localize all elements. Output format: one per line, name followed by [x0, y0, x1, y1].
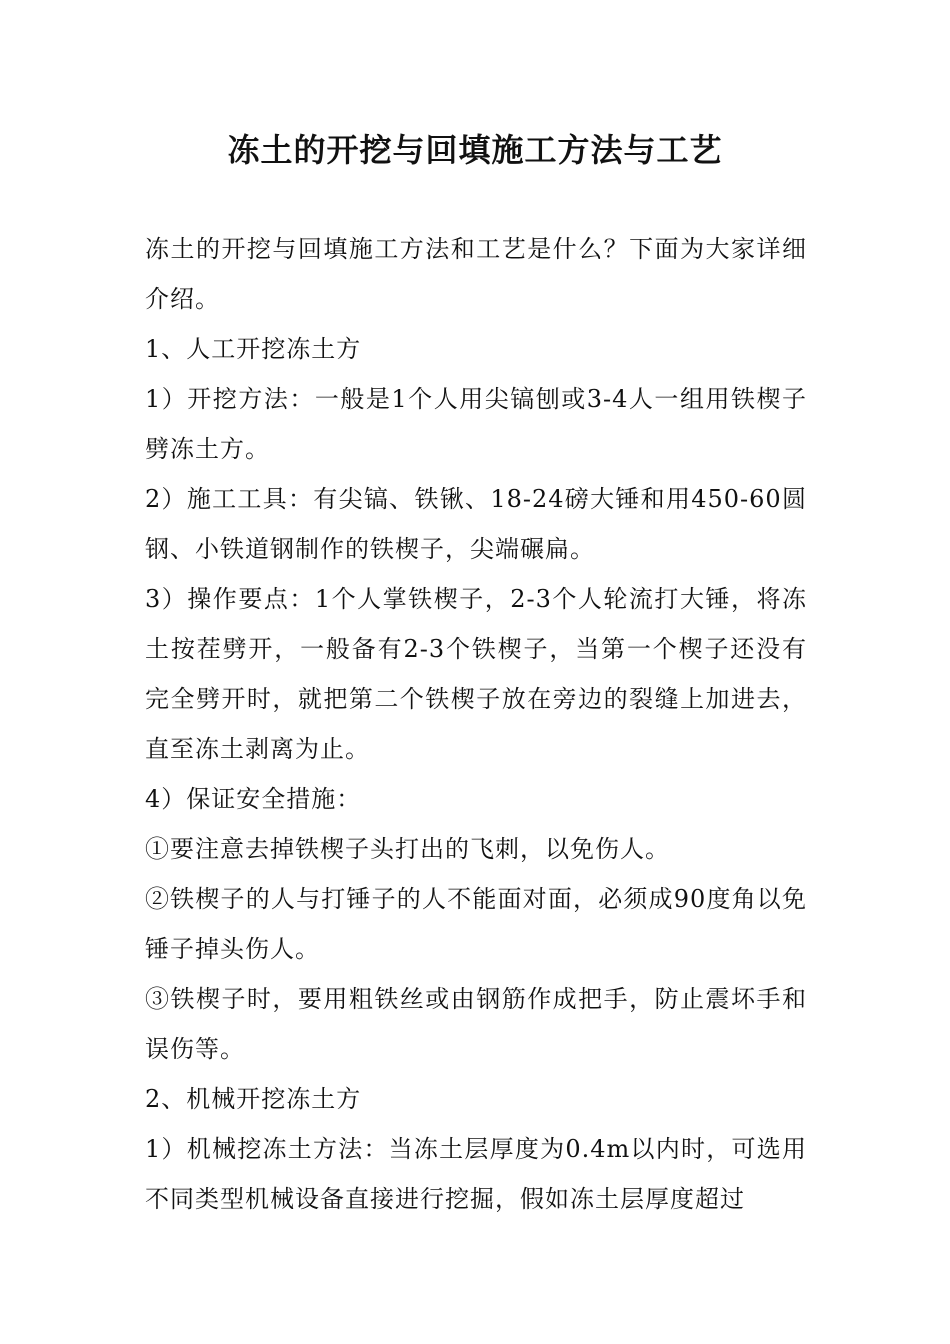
- paragraph: 1）机械挖冻土方法：当冻土层厚度为0.4m以内时，可选用不同类型机械设备直接进行挖掘，假如冻土层厚度超过: [145, 1135, 807, 1213]
- paragraph: 2、机械开挖冻土方: [145, 1085, 362, 1113]
- paragraph: 冻土的开挖与回填施工方法和工艺是什么？下面为大家详细介绍。: [145, 235, 807, 313]
- document-body: [145, 224, 807, 1224]
- paragraph: ②铁楔子的人与打锤子的人不能面对面，必须成90度角以免锤子掉头伤人。: [145, 885, 807, 963]
- paragraph: ③铁楔子时，要用粗铁丝或由钢筋作成把手，防止震坏手和误伤等。: [145, 985, 807, 1063]
- document-title: 冻土的开挖与回填施工方法与工艺: [227, 131, 723, 169]
- paragraph: 4）保证安全措施：: [145, 785, 362, 813]
- paragraph: 1）开挖方法：一般是1个人用尖镐刨或3-4人一组用铁楔子劈冻土方。: [145, 385, 807, 463]
- paragraph: ①要注意去掉铁楔子头打出的飞刺，以免伤人。: [145, 835, 670, 863]
- paragraph: 2）施工工具：有尖镐、铁锹、18-24磅大锤和用450-60圆钢、小铁道钢制作的铁楔子，尖端碾扁。: [145, 485, 807, 563]
- paragraph: 3）操作要点：1个人掌铁楔子，2-3个人轮流打大锤，将冻土按茬劈开，一般备有2-3个铁楔子，当第一个楔子还没有完全劈开时，就把第二个铁楔子放在旁边的裂缝上加进去，直至冻土剥离为止。: [145, 585, 807, 763]
- paragraph: 1、人工开挖冻土方: [145, 335, 362, 363]
